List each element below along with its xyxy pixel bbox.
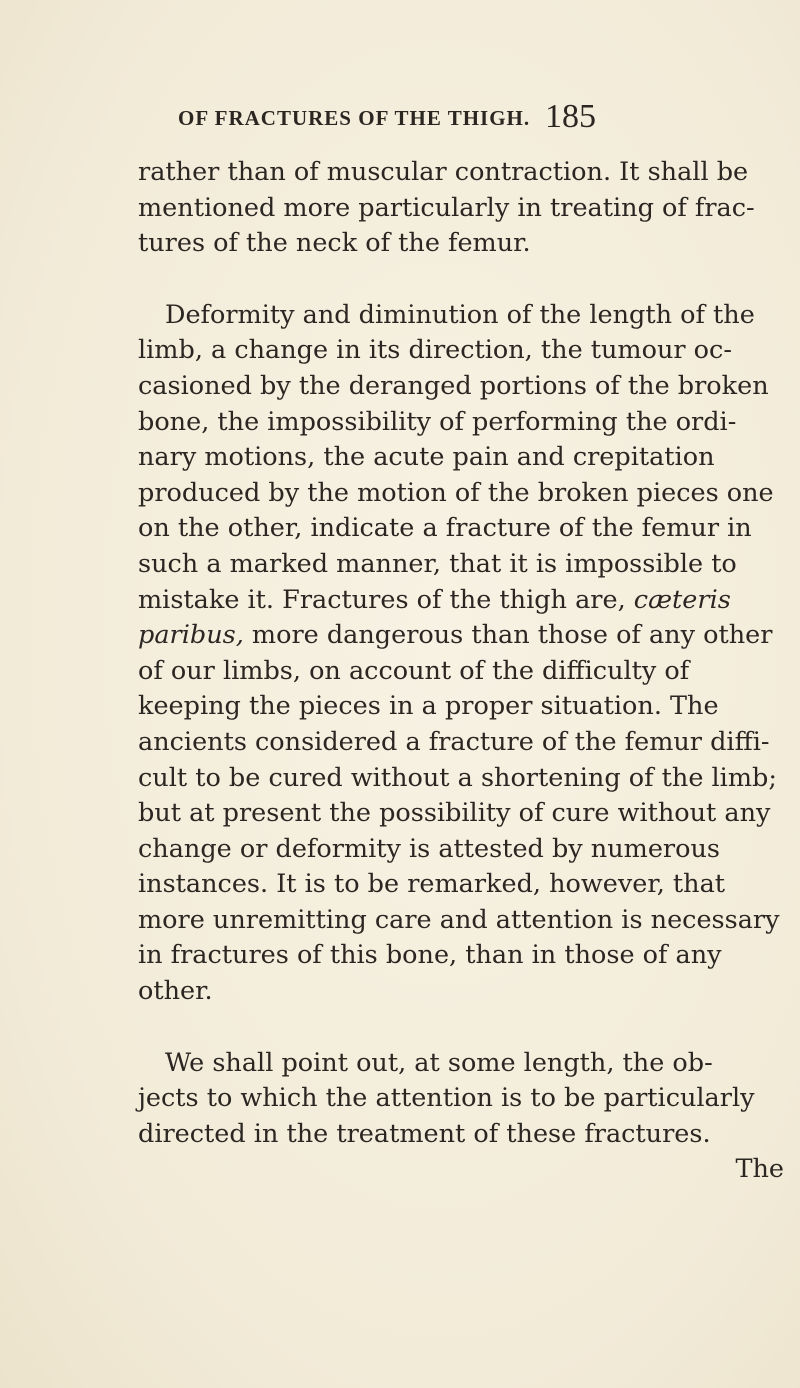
text-line: tures of the neck of the femur. <box>138 228 531 259</box>
text-line-with-italic <box>138 583 788 619</box>
body-text <box>138 155 788 1188</box>
page-header <box>178 98 778 138</box>
text-line: ancients considered a fracture of the femur diffi- <box>138 726 770 757</box>
text-line-with-italic <box>138 618 788 654</box>
text-line: directed in the treatment of these fractures. <box>138 1118 711 1149</box>
text-line: jects to which the attention is to be particularly <box>138 1083 755 1114</box>
text-line: rather than of muscular contraction. It shall be <box>138 157 749 187</box>
italic-phrase: cæteris <box>633 584 731 615</box>
text-line: on the other, indicate a fracture of the femur in <box>138 513 752 544</box>
text-line: such a marked manner, that it is impossible to <box>138 548 737 579</box>
text-line: change or deformity is attested by numerous <box>138 833 720 864</box>
text-line: more unremitting care and attention is necessary <box>138 904 780 935</box>
text-line: of our limbs, on account of the difficulty of <box>138 655 690 686</box>
page-number: 185 <box>545 98 596 135</box>
paragraph-2 <box>138 298 788 1010</box>
text-line: other. <box>138 976 213 1007</box>
paragraph-1 <box>138 155 788 262</box>
catchword: The <box>735 1154 784 1185</box>
text-line: cult to be cured without a shortening of the limb; <box>138 762 777 793</box>
text-segment: mistake it. Fractures of the thigh are, <box>138 584 626 615</box>
text-line: produced by the motion of the broken pieces one <box>138 477 774 508</box>
text-line: bone, the impossibility of performing the ordi- <box>138 406 737 437</box>
text-line: casioned by the deranged portions of the broken <box>138 370 769 401</box>
text-line: in fractures of this bone, than in those of any <box>138 940 722 971</box>
text-line: We shall point out, at some length, the ob- <box>165 1047 713 1078</box>
text-line: keeping the pieces in a proper situation. The <box>138 691 719 722</box>
text-line: nary motions, the acute pain and crepitation <box>138 442 715 473</box>
text-line: mentioned more particularly in treating of frac- <box>138 192 755 223</box>
text-line: but at present the possibility of cure without any <box>138 798 771 829</box>
text-line: instances. It is to be remarked, however, that <box>138 869 726 900</box>
text-line: Deformity and diminution of the length of the <box>165 299 755 330</box>
text-segment: more dangerous than those of any other <box>251 620 773 651</box>
paragraph-3 <box>138 1046 788 1188</box>
italic-phrase: paribus, <box>138 620 244 651</box>
text-line: limb, a change in its direction, the tumour oc- <box>138 335 732 366</box>
running-head: OF FRACTURES OF THE THIGH. <box>178 106 531 130</box>
